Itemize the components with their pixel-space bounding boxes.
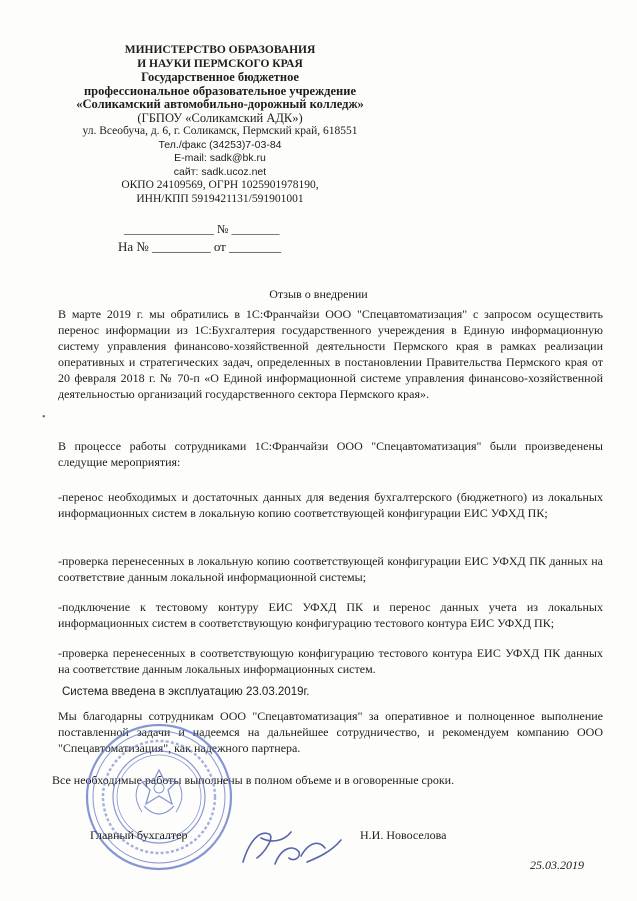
paragraph-work-intro: В процессе работы сотрудниками 1С:Франчайзи ООО "Спецавтоматизация" были произведенены следущие мероприятия: (58, 439, 603, 469)
reference-number-blank: _________ (152, 239, 211, 254)
paragraph-completed: Все необходимые работы выполнены в полном объеме и в оговоренные сроки. (52, 773, 455, 787)
org-phone: Тел./факс (34253)7-03-84 (158, 138, 282, 151)
org-okpo-ogrn: ОКПО 24109569, ОГРН 1025901978190, (121, 179, 319, 191)
paragraph-commissioned: Система введена в эксплуатацию 23.03.2019г. (62, 686, 310, 698)
org-email: E-mail: sadk@bk.ru (174, 152, 266, 164)
outgoing-date-blank: _______________ (124, 222, 214, 236)
document-title: Отзыв о внедрении (269, 287, 368, 301)
signatory-name: Н.И. Новоселова (360, 828, 447, 842)
signature-date: 25.03.2019 (530, 858, 584, 872)
paragraph-item-1: -перенос необходимых и достаточных данных для ведения бухгалтерского (бюджетного) из локальных информационных систем в локальную копию соответствующей конфигурации ЕИС УФХД ПК; (58, 490, 603, 520)
paragraph-item-3: -подключение к тестовому контуру ЕИС УФХД ПК и перенос данных учета из локальных информационных систем в соответствующую конфигурацию тестового контура ЕИС УФХД ПК; (58, 600, 603, 630)
org-type-line-2: профессиональное образовательное учреждение (83, 83, 356, 98)
number-sign: № (217, 222, 229, 236)
outgoing-number-line (124, 222, 279, 237)
outgoing-number-blank: ________ (231, 222, 280, 236)
org-type-line: Государственное бюджетное (141, 70, 299, 84)
reference-from-label: от (213, 239, 226, 254)
ministry-line-1: МИНИСТЕРСТВО ОБРАЗОВАНИЯ (124, 44, 316, 56)
paragraph-thanks: Мы благодарны сотрудникам ООО "Спецавтоматизация" за оперативное и полноценное выполнение поставленной задачи и надеемся на дальнейшее сотрудничество, и рекомендуем компанию ООО "Спецавтоматизация", как надежного партнера. (58, 709, 603, 755)
signatory-position: Главный бухгалтер (90, 828, 188, 842)
paragraph-item-2: -проверка перенесенных в локальную копию соответствующей конфигурации ЕИС УФХД ПК данных на соответствие данным локальной информационной системы; (58, 554, 603, 584)
handwritten-signature (235, 822, 345, 874)
reference-number-line (118, 239, 281, 255)
reference-date-blank: ________ (229, 239, 282, 254)
margin-mark: • (42, 412, 46, 423)
org-short-name: (ГБПОУ «Соликамский АДК») (137, 110, 303, 125)
org-inn-kpp: ИНН/КПП 5919421131/591901001 (136, 192, 304, 205)
paragraph-item-4: -проверка перенесенных в соответствующую конфигурацию тестового контура ЕИС УФХД ПК данных на соответствие данным локальных информационных систем. (58, 646, 603, 676)
round-seal-stamp (84, 722, 234, 872)
org-name: «Соликамский автомобильно-дорожный колледж» (76, 97, 364, 111)
org-address: ул. Всеобуча, д. 6, г. Соликамск, Пермский край, 618551 (82, 125, 358, 137)
letterhead (50, 44, 390, 206)
paragraph-request: В марте 2019 г. мы обратились в 1С:Франчайзи ООО "Спецавтоматизация" с запросом осуществить перенос информации из 1С:Бухгалтерия государственного учереждения в Единую информационную систему управления финансово-хозяйственной деятельности Пермского края в рамках реализации оперативных и стратегических задач, определенных в постановлении Правительства Пермского края от 20 февраля 2018 г. № 70-п «О Единой информационной системе управления финансово-хозяйственной деятельностью организаций государственного сектора Пермского края». (58, 307, 603, 401)
ministry-line-2: И НАУКИ ПЕРМСКОГО КРАЯ (137, 57, 303, 70)
org-website: сайт: sadk.ucoz.net (173, 165, 267, 178)
reference-label: На № (118, 239, 149, 254)
